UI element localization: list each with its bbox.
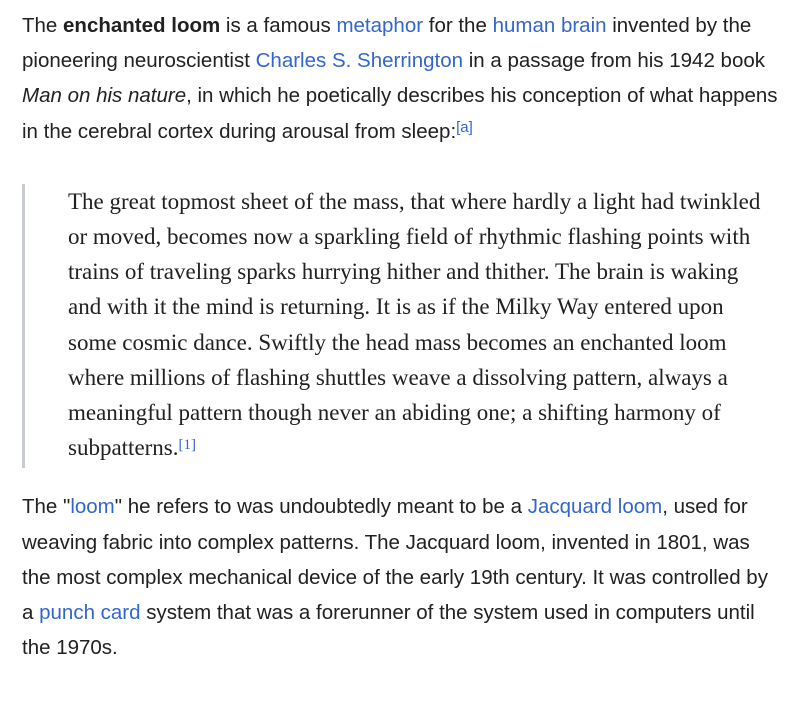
- bold-term: enchanted loom: [63, 14, 221, 37]
- intro-paragraph: [22, 8, 782, 149]
- blockquote: [22, 184, 782, 469]
- outro-text-4: system that was a forerunner of the system used in computers until the 1970s.: [22, 601, 755, 660]
- intro-text-4: invented by the pioneering neuroscientist: [22, 14, 752, 73]
- outro-text-3: , used for weaving fabric into complex patterns. The Jacquard loom, invented in 1801, was the most complex mechanical device of the early 19th century. It was controlled by a: [22, 495, 768, 625]
- outro-text-2: " he refers to was undoubtedly meant to be a: [114, 495, 528, 519]
- footnote-a-link[interactable]: [a]: [456, 118, 473, 136]
- footnote-a: [456, 119, 473, 136]
- link-sherrington[interactable]: Charles S. Sherrington: [255, 49, 464, 73]
- intro-text-6: , in which he poetically describes his conception of what happens in the cerebral cortex during arousal from sleep:: [22, 84, 778, 143]
- link-jacquard-loom[interactable]: Jacquard loom: [527, 495, 663, 519]
- outro-paragraph: [22, 489, 782, 665]
- link-punch-card[interactable]: punch card: [39, 601, 141, 625]
- intro-text-5: in a passage from his 1942 book: [463, 49, 766, 73]
- book-title: Man on his nature: [22, 84, 187, 108]
- intro-text-3: for the: [423, 14, 493, 37]
- link-loom[interactable]: loom: [70, 495, 115, 519]
- link-metaphor[interactable]: metaphor: [336, 14, 424, 37]
- reference-1-link[interactable]: [1]: [178, 437, 197, 454]
- quote-reference: [179, 437, 197, 453]
- intro-text-2: is a famous: [220, 14, 337, 37]
- intro-text-1: The: [22, 14, 64, 37]
- link-human-brain[interactable]: human brain: [492, 14, 607, 37]
- quote-body: The great topmost sheet of the mass, that where hardly a light had twinkled or moved, becomes now a sparkling field of rhythmic flashing points with trains of traveling sparks hurrying hither and thither. The brain is waking and with it the mind is returning. It is as if the Milky Way entered upon some cosmic dance. Swiftly the head mass becomes an enchanted loom where millions of flashing shuttles weave a dissolving pattern, always a meaningful pattern though never an abiding one; a shifting harmony of subpatterns.: [68, 188, 761, 461]
- quote-text: [68, 184, 762, 466]
- article-body: [22, 8, 782, 665]
- outro-text-1: The ": [22, 495, 71, 519]
